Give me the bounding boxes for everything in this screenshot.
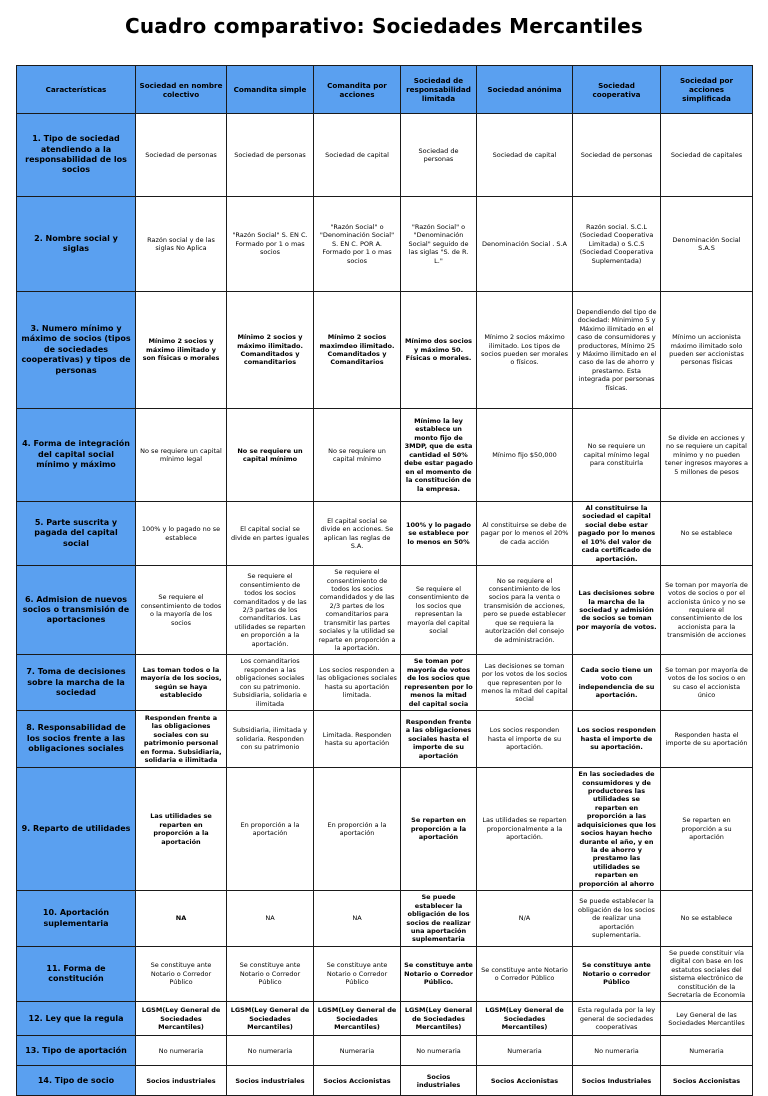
table-cell: No se requiere un capital mínimo legal: [136, 409, 227, 502]
table-row: [17, 891, 753, 947]
table-cell: El capital social se divide en acciones. Se aplican las reglas de S.A.: [314, 502, 401, 566]
table-cell: Numeraria: [477, 1036, 573, 1066]
table-cell: Se puede constituir vía digital con base en los estatutos sociales del sistema electrónico de constitución de la Secretaría de Economía: [661, 946, 753, 1002]
row-header: 10. Aportación suplementaria: [17, 891, 136, 947]
table-row: [17, 1002, 753, 1036]
table-cell: LGSM(Ley General de Sociedades Mercantiles): [227, 1002, 314, 1036]
table-cell: Se constituye ante Notario o Corredor Público: [227, 946, 314, 1002]
table-cell: "Razón Social" S. EN C. Formado por 1 o mas socios: [227, 197, 314, 292]
table-cell: Numeraria: [314, 1036, 401, 1066]
row-header: 9. Reparto de utilidades: [17, 768, 136, 891]
table-cell: NA: [136, 891, 227, 947]
table-cell: LGSM(Ley General de Sociedades Mercantiles): [314, 1002, 401, 1036]
row-header: 1. Tipo de sociedad atendiendo a la responsabilidad de los socios: [17, 114, 136, 197]
table-cell: Se requiere el consentimiento de los socios que representan la mayoría del capital social: [401, 566, 477, 655]
table-cell: Subsidiaria, ilimitada y solidaria. Responden con su patrimonio: [227, 711, 314, 768]
table-cell: 100% y lo pagado no se establece: [136, 502, 227, 566]
table-cell: Mínimo dos socios y máximo 50. Físicas o morales.: [401, 292, 477, 409]
table-cell: Mínimo fijo $50,000: [477, 409, 573, 502]
header-comandita-acciones: Comandita por acciones: [314, 66, 401, 114]
table-cell: Las toman todos o la mayoría de los socios, según se haya establecido: [136, 655, 227, 711]
row-header: 5. Parte suscrita y pagada del capital social: [17, 502, 136, 566]
table-cell: Se divide en acciones y no se requiere un capital mínimo y no pueden tener ingresos mayores a 5 millones de pesos: [661, 409, 753, 502]
table-cell: NA: [314, 891, 401, 947]
table-cell: Se puede establecer la obligación de los socios de realizar una aportación suplementaria.: [573, 891, 661, 947]
table-cell: Sociedad de capitales: [661, 114, 753, 197]
table-cell: Se constituye ante Notario o Corredor Público: [314, 946, 401, 1002]
table-cell: Los socios responden a las obligaciones sociales hasta su aportación limitada.: [314, 655, 401, 711]
table-cell: Sociedad de personas: [136, 114, 227, 197]
row-header: 11. Forma de constitución: [17, 946, 136, 1002]
table-cell: LGSM(Ley General de Sociedades Mercantiles): [401, 1002, 477, 1036]
table-cell: Se requiere el consentimiento de todos o la mayoría de los socios: [136, 566, 227, 655]
table-cell: Las decisiones sobre la marcha de la sociedad y admisión de socios se toman por mayoría de votos.: [573, 566, 661, 655]
table-cell: Se reparten en proporción a su aportación: [661, 768, 753, 891]
table-cell: Se reparten en proporción a la aportación: [401, 768, 477, 891]
table-row: [17, 197, 753, 292]
table-row: [17, 768, 753, 891]
table-cell: Denominación Social . S.A: [477, 197, 573, 292]
table-cell: Mínimo 2 socios maximdeo ilimitado. Comanditados y Comanditarios: [314, 292, 401, 409]
table-cell: Denominación Social S.A.S: [661, 197, 753, 292]
table-cell: Los socios responden hasta el importe de su aportación.: [573, 711, 661, 768]
header-nombre-colectivo: Sociedad en nombre colectivo: [136, 66, 227, 114]
table-cell: Ley General de las Sociedades Mercantiles: [661, 1002, 753, 1036]
table-cell: Sociedad de personas: [227, 114, 314, 197]
header-caracteristicas: Características: [17, 66, 136, 114]
table-cell: Socios Industriales: [573, 1066, 661, 1096]
table-cell: Mínimo la ley establece un monto fijo de 3MDP, que de esta cantidad el 50% debe estar pagado en el momento de la constitución de la empresa.: [401, 409, 477, 502]
table-cell: Se toman por mayoría de votos de los socios que representen por lo menos la mitad del capital socia: [401, 655, 477, 711]
table-cell: No se requiere un capital mínimo legal para constituirla: [573, 409, 661, 502]
table-cell: No se requiere un capital mínimo: [314, 409, 401, 502]
table-row: [17, 114, 753, 197]
row-header: 14. Tipo de socio: [17, 1066, 136, 1096]
table-cell: No se requiere un capital mínimo: [227, 409, 314, 502]
table-row: [17, 655, 753, 711]
table-cell: Se puede establecer la obligación de los socios de realizar una aportación suplementaria: [401, 891, 477, 947]
table-cell: Responden frente a las obligaciones sociales hasta el importe de su aportación: [401, 711, 477, 768]
table-cell: Limitada. Responden hasta su aportación: [314, 711, 401, 768]
table-cell: En las sociedades de consumidores y de productores las utilidades se reparten en proporción a las adquisiciones que los socios hayan hecho durante el año, y en la de ahorro y prestamo las utilidades se reparten en proporción al ahorro: [573, 768, 661, 891]
table-row: [17, 292, 753, 409]
table-cell: En proporción a la aportación: [314, 768, 401, 891]
table-row: [17, 1066, 753, 1096]
header-row: [17, 66, 753, 114]
row-header: 2. Nombre social y siglas: [17, 197, 136, 292]
table-cell: No numeraria: [136, 1036, 227, 1066]
table-cell: Sociedad de personas: [401, 114, 477, 197]
table-cell: LGSM(Ley General de Sociedades Mercantiles): [136, 1002, 227, 1036]
table-cell: Razón social. S.C.L (Sociedad Cooperativa Limitada) o S.C.S (Sociedad Cooperativa Suplementada): [573, 197, 661, 292]
table-cell: No numeraria: [573, 1036, 661, 1066]
table-cell: No se establece: [661, 891, 753, 947]
table-cell: Socios industriales: [227, 1066, 314, 1096]
table-cell: LGSM(Ley General de Sociedades Mercantiles): [477, 1002, 573, 1036]
table-cell: Socios Accionistas: [314, 1066, 401, 1096]
comparison-table: [16, 65, 753, 1096]
table-cell: Esta regulada por la ley general de sociedades cooperativas: [573, 1002, 661, 1036]
table-cell: 100% y lo pagado se establece por lo menos en 50%: [401, 502, 477, 566]
table-cell: Socios Accionistas: [477, 1066, 573, 1096]
table-cell: Dependiendo del tipo de dociedad: Mínimimo 5 y Máximo ilimitado en el caso de consumidores y productores, Mínimo 25 y Máximo ilimitado en el caso de las de ahorro y prestamo. Esta integrada por personas físicas.: [573, 292, 661, 409]
table-cell: Se constituye ante Notario o corredor Público: [573, 946, 661, 1002]
row-header: 13. Tipo de aportación: [17, 1036, 136, 1066]
table-row: [17, 566, 753, 655]
table-cell: N/A: [477, 891, 573, 947]
table-cell: Numeraria: [661, 1036, 753, 1066]
table-cell: "Razón Social" o "Denominación Social" S. EN C. POR A. Formado por 1 o mas socios: [314, 197, 401, 292]
table-cell: Mínimo 2 socios y máximo ilimitado y son físicas o morales: [136, 292, 227, 409]
table-cell: No se requiere el consentimiento de los socios para la venta o transmisión de acciones, pero se puede establecer que se requiera la autorización del consejo de administración.: [477, 566, 573, 655]
header-sociedad-anonima: Sociedad anónima: [477, 66, 573, 114]
row-header: 6. Admision de nuevos socios o transmisión de aportaciones: [17, 566, 136, 655]
header-cooperativa: Sociedad cooperativa: [573, 66, 661, 114]
table-cell: Las decisiones se toman por los votos de los socios que representen por lo menos la mitad del capital social: [477, 655, 573, 711]
table-cell: Los socios responden hasta el importe de su aportación.: [477, 711, 573, 768]
table-cell: Se constituye ante Notario o Corredor Público: [477, 946, 573, 1002]
table-cell: Socios industriales: [136, 1066, 227, 1096]
table-cell: Se constituye ante Notario o Corredor Público.: [401, 946, 477, 1002]
table-cell: "Razón Social" o "Denominación Social" seguido de las siglas "S. de R. L.": [401, 197, 477, 292]
table-cell: Socios Accionistas: [661, 1066, 753, 1096]
table-cell: Sociedad de capital: [314, 114, 401, 197]
table-cell: Mínimo 2 socios y máximo ilimitado. Comanditados y comanditarios: [227, 292, 314, 409]
table-cell: Se requiere el consentimiento de todos los socios comanditados y de las 2/3 partes de los comanditarios. Las utilidades se reparten en proporción a la aportación.: [227, 566, 314, 655]
table-row: [17, 409, 753, 502]
table-cell: No numeraria: [401, 1036, 477, 1066]
table-cell: Socios industriales: [401, 1066, 477, 1096]
table-cell: Se requiere el consentimiento de todos los socios comandidados y de las 2/3 partes de los comanditarios para transmitir las partes sociales y la utilidad se reparte en proporción a la aportación.: [314, 566, 401, 655]
table-cell: Mínimo 2 socios máximo ilimitado. Los tipos de socios pueden ser morales o físicos.: [477, 292, 573, 409]
row-header: 7. Toma de decisiones sobre la marcha de la sociedad: [17, 655, 136, 711]
header-acciones-simplificada: Sociedad por acciones simplificada: [661, 66, 753, 114]
table-cell: Las utilidades se reparten en proporción a la aportación: [136, 768, 227, 891]
table-cell: Se constituye ante Notario o Corredor Público: [136, 946, 227, 1002]
table-cell: Los comanditarios responden a las obligaciones sociales con su patrimonio. Subsidiaria, solidaria e ilimitada: [227, 655, 314, 711]
table-cell: En proporción a la aportación: [227, 768, 314, 891]
table-cell: Razón social y de las siglas No Aplica: [136, 197, 227, 292]
table-cell: Responden hasta el importe de su aportación: [661, 711, 753, 768]
row-header: 3. Numero mínimo y máximo de socios (tipos de sociedades cooperativas) y tipos de personas: [17, 292, 136, 409]
table-cell: Sociedad de personas: [573, 114, 661, 197]
header-comandita-simple: Comandita simple: [227, 66, 314, 114]
table-cell: Al constituirse se debe de pagar por lo menos el 20% de cada acción: [477, 502, 573, 566]
table-row: [17, 1036, 753, 1066]
table-row: [17, 946, 753, 1002]
table-cell: No numeraria: [227, 1036, 314, 1066]
table-cell: Las utilidades se reparten proporcionalmente a la aportación.: [477, 768, 573, 891]
table-cell: NA: [227, 891, 314, 947]
header-responsabilidad-limitada: Sociedad de responsabilidad limitada: [401, 66, 477, 114]
table-cell: Cada socio tiene un voto con independencia de su aportación.: [573, 655, 661, 711]
row-header: 12. Ley que la regula: [17, 1002, 136, 1036]
table-cell: Mínimo un accionista máximo ilimitado solo pueden ser accionistas personas físicas: [661, 292, 753, 409]
table-row: [17, 502, 753, 566]
table-cell: Se toman por mayoría de votos de los socios o en su caso el accionista único: [661, 655, 753, 711]
table-cell: Al constituirse la sociedad el capital social debe estar pagado por lo menos el 10% del valor de cada certificado de aportación.: [573, 502, 661, 566]
page-title: Cuadro comparativo: Sociedades Mercantiles: [124, 14, 644, 38]
table-cell: Se toman por mayoría de votos de socios o por el accionista único y no se requiere el consentimiento de los accionista para la transmisión de acciones: [661, 566, 753, 655]
table-row: [17, 711, 753, 768]
table-cell: No se establece: [661, 502, 753, 566]
table-cell: Responden frente a las obligaciones sociales con su patrimonio personal en forma. Subsidiaria, solidaria e ilimitada: [136, 711, 227, 768]
row-header: 8. Responsabilidad de los socios frente a las obligaciones sociales: [17, 711, 136, 768]
row-header: 4. Forma de integración del capital social mínimo y máximo: [17, 409, 136, 502]
table-cell: Sociedad de capital: [477, 114, 573, 197]
table-cell: El capital social se divide en partes iguales: [227, 502, 314, 566]
